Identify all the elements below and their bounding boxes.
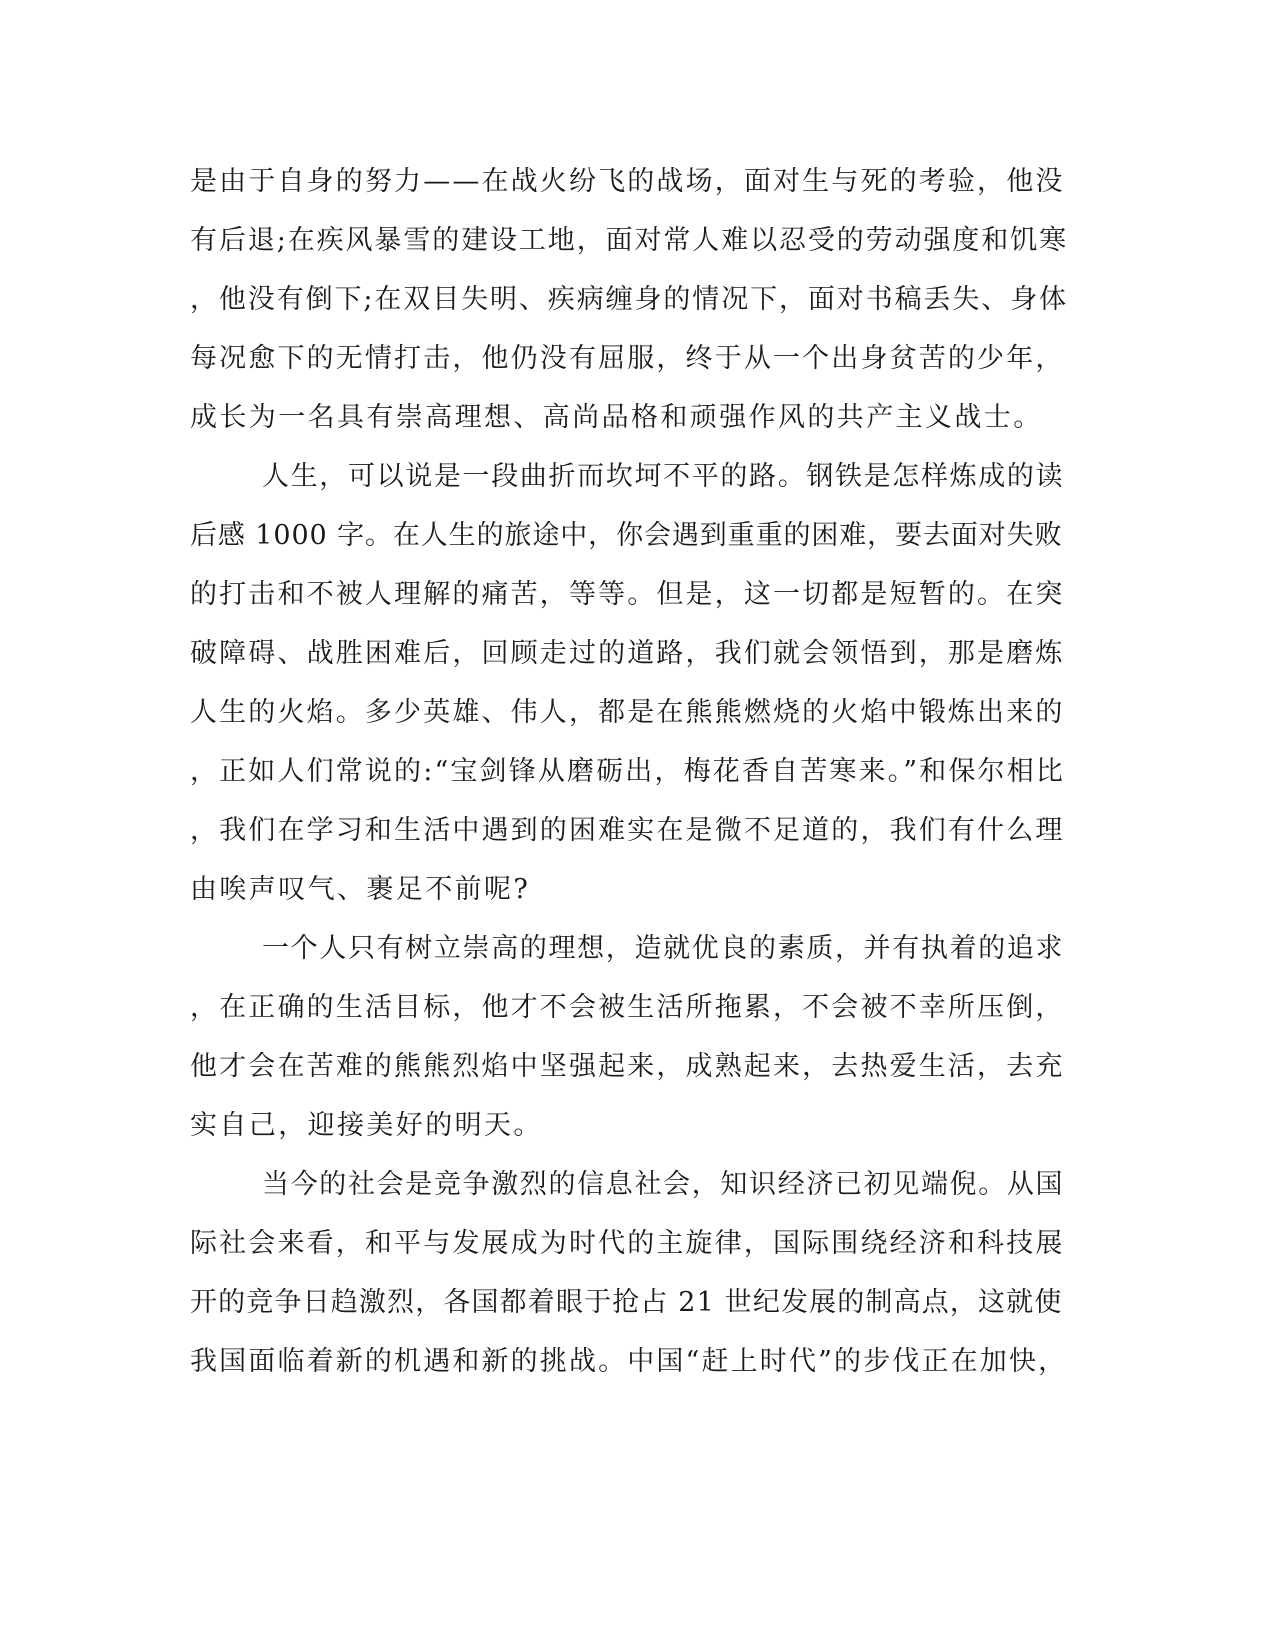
text-line: ，在正确的生活目标，他才不会被生活所拖累，不会被不幸所压倒， (190, 992, 1065, 1023)
text-line: 有后退;在疾风暴雪的建设工地，面对常人难以忍受的劳动强度和饥寒 (190, 225, 1068, 256)
paragraph-first-line: 人生，可以说是一段曲折而坎坷不平的路。钢铁是怎样炼成的读 (262, 461, 1065, 492)
text-line: 实自己，迎接美好的明天。 (190, 1110, 543, 1141)
text-line: 由唉声叹气、裹足不前呢? (190, 874, 531, 905)
text-line: 他才会在苦难的熊熊烈焰中坚强起来，成熟起来，去热爱生活，去充 (190, 1051, 1065, 1082)
text-line: 开的竞争日趋激烈，各国都着眼于抢占 21 世纪发展的制高点，这就使 (190, 1287, 1063, 1318)
paragraph-first-line: 一个人只有树立崇高的理想，造就优良的素质，并有执着的追求 (262, 933, 1065, 964)
text-line: 人生的火焰。多少英雄、伟人，都是在熊熊燃烧的火焰中锻炼出来的 (190, 697, 1065, 728)
text-line: 每况愈下的无情打击，他仍没有屈服，终于从一个出身贫苦的少年， (190, 343, 1065, 374)
text-line: 破障碍、战胜困难后，回顾走过的道路，我们就会领悟到，那是磨炼 (190, 638, 1065, 669)
text-line: ，他没有倒下;在双目失明、疾病缠身的情况下，面对书稿丢失、身体 (190, 284, 1068, 315)
text-line: 的打击和不被人理解的痛苦，等等。但是，这一切都是短暂的。在突 (190, 579, 1065, 610)
text-line: 后感 1000 字。在人生的旅途中，你会遇到重重的困难，要去面对失败 (190, 520, 1063, 551)
text-line: ，正如人们常说的:“宝剑锋从磨砺出，梅花香自苦寒来。”和保尔相比 (190, 756, 1066, 787)
text-line: 我国面临着新的机遇和新的挑战。中国“赶上时代”的步伐正在加快， (190, 1346, 1068, 1377)
text-line: 成长为一名具有崇高理想、高尚品格和顽强作风的共产主义战士。 (190, 402, 1043, 433)
text-line: 是由于自身的努力——在战火纷飞的战场，面对生与死的考验，他没 (190, 166, 1065, 197)
paragraph-first-line: 当今的社会是竞争激烈的信息社会，知识经济已初见端倪。从国 (262, 1169, 1065, 1200)
text-line: ，我们在学习和生活中遇到的困难实在是微不足道的，我们有什么理 (190, 815, 1065, 846)
text-line: 际社会来看，和平与发展成为时代的主旋律，国际围绕经济和科技展 (190, 1228, 1065, 1259)
